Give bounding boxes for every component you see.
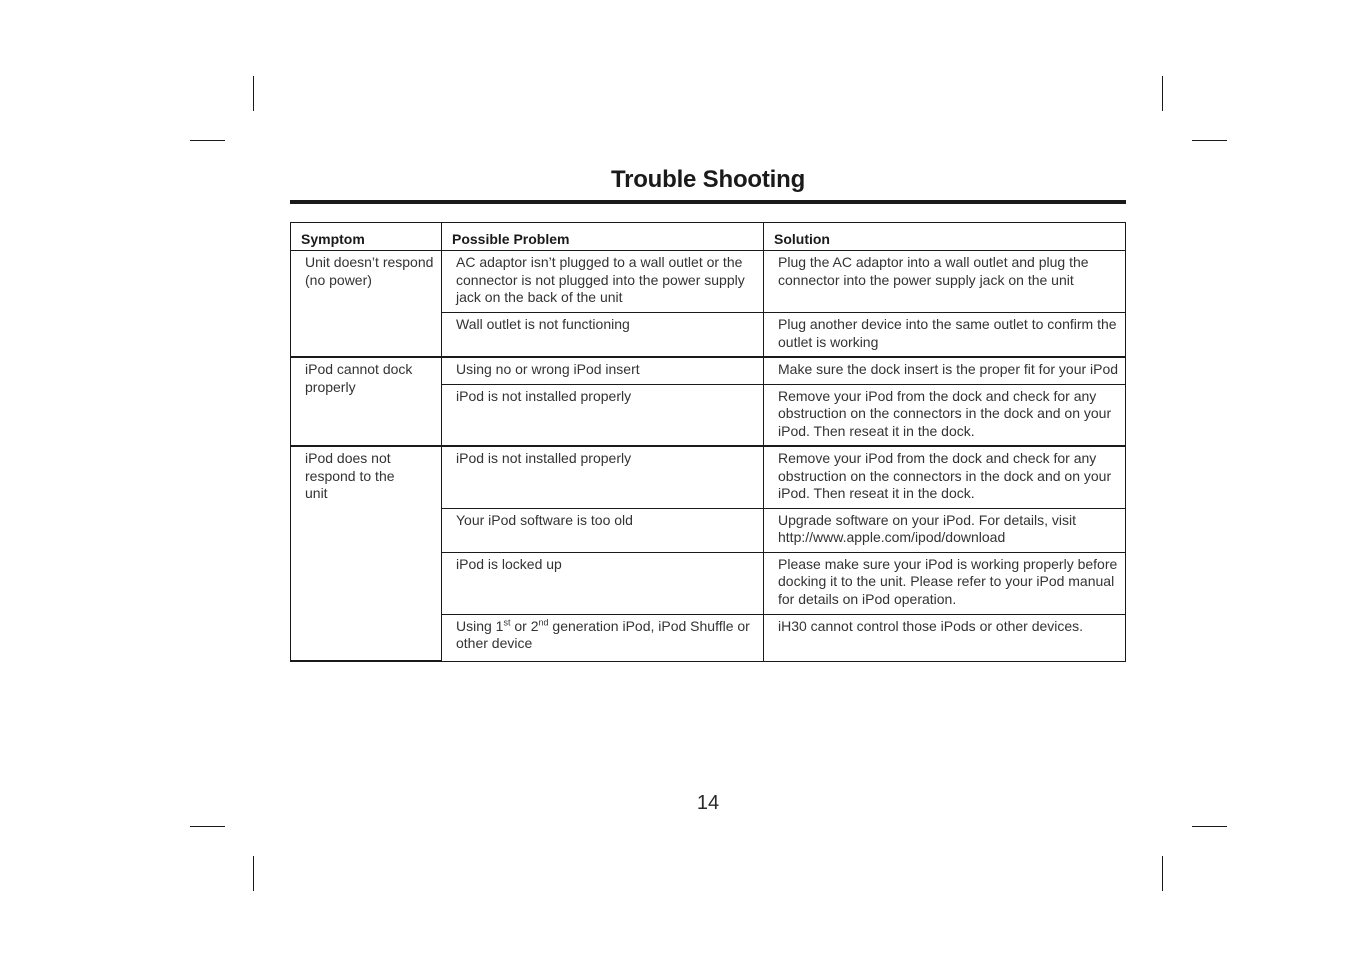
solution-cell: Plug another device into the same outlet to confirm the outlet is working xyxy=(764,313,1126,358)
solution-cell: iH30 cannot control those iPods or other devices. xyxy=(764,614,1126,661)
problem-cell xyxy=(442,614,764,661)
problem-text: Using 1 xyxy=(456,617,504,634)
problem-text: or 2 xyxy=(510,617,539,634)
symptom-cell: Unit doesn’t respond (no power) xyxy=(291,251,442,358)
crop-mark xyxy=(1162,76,1163,111)
solution-cell: Remove your iPod from the dock and check for any obstruction on the connectors in the dock and on your iPod. Then reseat it in the dock. xyxy=(764,446,1126,508)
solution-cell: Upgrade software on your iPod. For details, visit http://www.apple.com/ipod/download xyxy=(764,508,1126,552)
problem-text: generation iPod, iPod Shuffle or other device xyxy=(456,617,750,651)
ordinal-suffix: st xyxy=(503,616,511,627)
table-row xyxy=(291,251,1126,313)
problem-cell: AC adaptor isn’t plugged to a wall outlet or the connector is not plugged into the power supply jack on the back of the unit xyxy=(442,251,764,313)
crop-mark xyxy=(190,826,225,827)
title-rule xyxy=(290,200,1126,204)
ordinal-suffix: nd xyxy=(538,616,549,627)
table-row xyxy=(291,357,1126,384)
solution-cell: Please make sure your iPod is working properly before docking it to the unit. Please refer to your iPod manual for details on iPod operation. xyxy=(764,552,1126,614)
page-number: 14 xyxy=(696,792,720,814)
crop-mark xyxy=(253,76,254,111)
symptom-cell: iPod cannot dock properly xyxy=(291,357,442,446)
crop-mark xyxy=(1192,826,1227,827)
problem-cell: iPod is not installed properly xyxy=(442,446,764,508)
symptom-cell: iPod does not respond to the unit xyxy=(291,446,442,661)
solution-cell: Make sure the dock insert is the proper fit for your iPod xyxy=(764,357,1126,384)
problem-cell: Wall outlet is not functioning xyxy=(442,313,764,358)
header-solution: Solution xyxy=(764,223,1126,251)
problem-cell: iPod is not installed properly xyxy=(442,384,764,446)
header-symptom: Symptom xyxy=(291,223,442,251)
problem-cell: iPod is locked up xyxy=(442,552,764,614)
solution-cell: Plug the AC adaptor into a wall outlet and plug the connector into the power supply jack on the unit xyxy=(764,251,1126,313)
crop-mark xyxy=(1162,856,1163,891)
crop-mark xyxy=(253,856,254,891)
header-possible-problem: Possible Problem xyxy=(442,223,764,251)
crop-mark xyxy=(190,140,225,141)
troubleshooting-table xyxy=(290,222,1126,662)
problem-cell: Using no or wrong iPod insert xyxy=(442,357,764,384)
page-title: Trouble Shooting xyxy=(610,166,806,193)
table-row xyxy=(291,446,1126,508)
table-header-row xyxy=(291,223,1126,251)
solution-cell: Remove your iPod from the dock and check for any obstruction on the connectors in the dock and on your iPod. Then reseat it in the dock. xyxy=(764,384,1126,446)
crop-mark xyxy=(1192,140,1227,141)
problem-cell: Your iPod software is too old xyxy=(442,508,764,552)
